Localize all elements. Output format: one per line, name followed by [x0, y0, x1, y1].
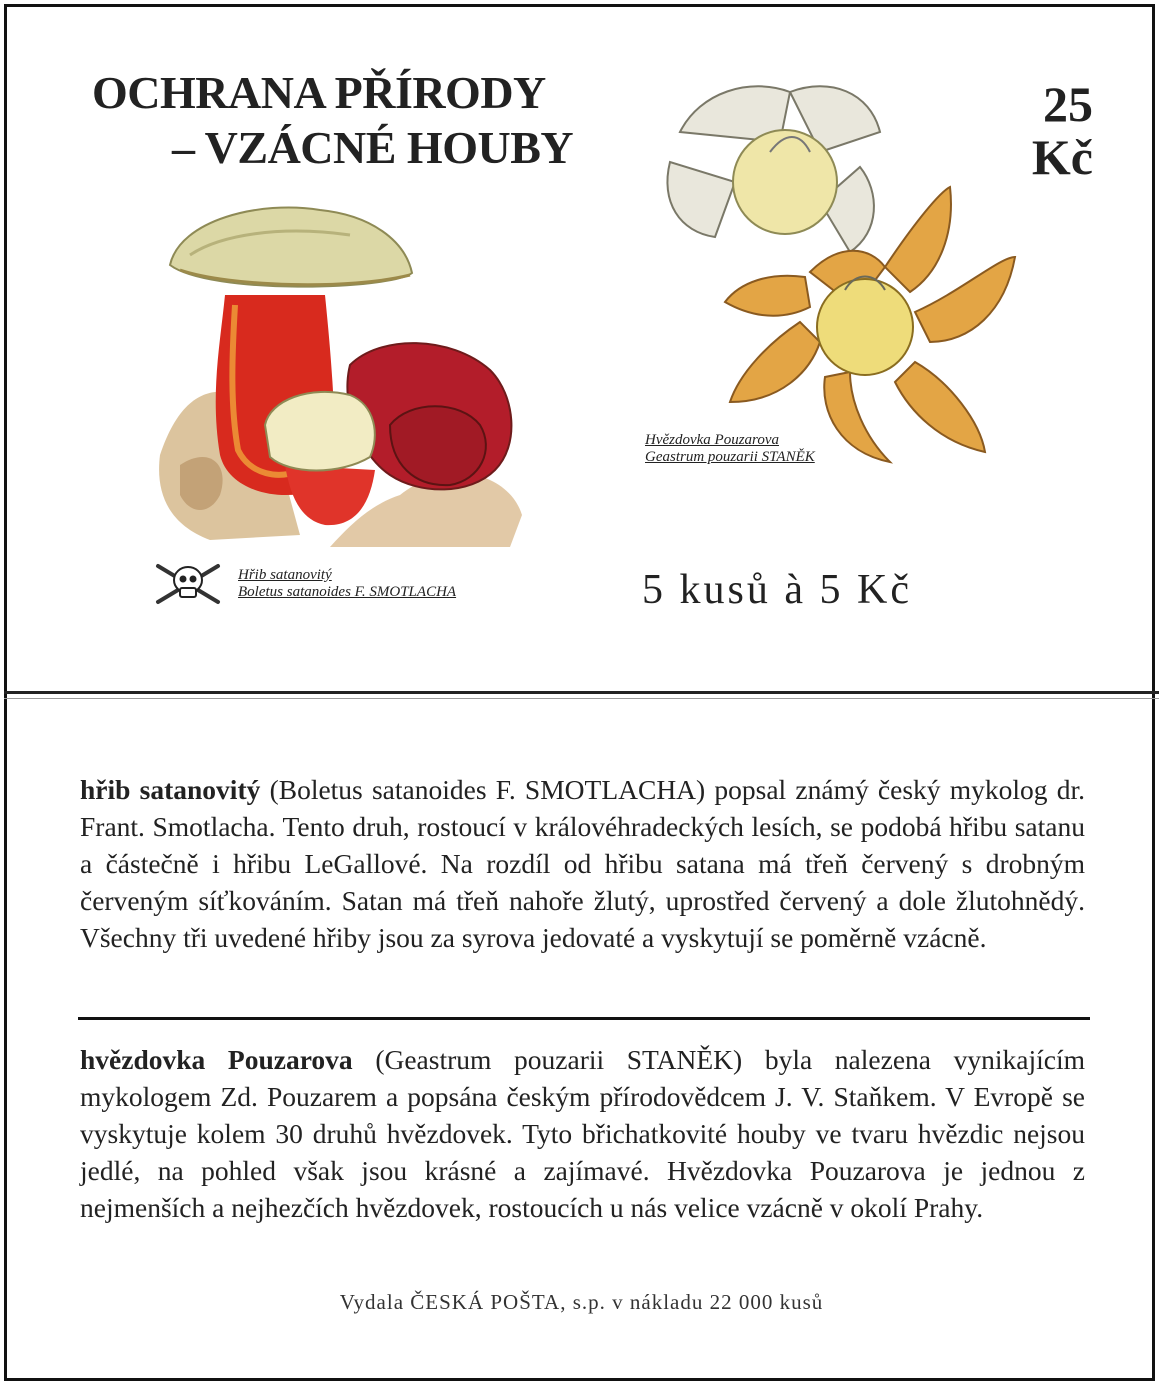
earthstar-mushroom-illustration — [640, 72, 1020, 472]
skull-crossbones-icon — [152, 560, 224, 613]
paragraph-boletus-lead: hřib satanovitý — [80, 774, 261, 805]
fold-line — [4, 691, 1159, 694]
paragraph-geastrum-text: (Geastrum pouzarii STANĚK) byla nalezena vynikajícím mykologem Zd. Pouzarem a popsána českým přírodovědcem J. V. Staňkem. V Evropě se vyskytuje kolem 30 druhů hvězdovek. Tyto břichatkovité houby ve tvaru hvězdic nejsou jedlé, na pohled však jsou krásné a zajímavé. Hvězdovka Pouzarova je jednou z nejmenších a nejhezčích hvězdovek, rostoucích u nás velice vzácně v okolí Prahy. — [80, 1044, 1085, 1223]
price-label — [1032, 78, 1093, 183]
boletus-caption-latin: Boletus satanoides F. SMOTLACHA — [238, 584, 457, 601]
price-currency: Kč — [1031, 128, 1093, 185]
earthstar-caption — [645, 432, 815, 467]
paragraph-boletus-text: (Boletus satanoides F. SMOTLACHA) popsal známý český mykolog dr. Frant. Smotlacha. Tento druh, rostoucí v královéhradeckých lesích, se podobá hřibu satanu a částečně i hřibu LeGallové. Na rozdíl od hřibu satana má třeň červený s drobným červeným síťkováním. Satan má třeň nahoře žlutý, uprostřed červený a dole žlutohnědý. Všechny tři uvedené hřiby jsou za syrova jedovaté a vyskytují se poměrně vzácně. — [80, 774, 1086, 953]
paragraph-geastrum-lead: hvězdovka Pouzarova — [80, 1044, 353, 1075]
boletus-caption-common: Hřib satanovitý — [238, 567, 332, 583]
earthstar-caption-common: Hvězdovka Pouzarova — [645, 432, 779, 448]
price-amount: 25 — [1043, 76, 1093, 132]
publisher-footer: Vydala ČESKÁ POŠTA, s.p. v nákladu 22 000 kusů — [339, 1290, 824, 1314]
pieces-price-text: 5 kusů à 5 Kč — [642, 567, 912, 613]
earthstar-caption-latin: Geastrum pouzarii STANĚK — [645, 449, 815, 466]
divider-rule — [78, 1017, 1090, 1020]
boletus-caption — [238, 567, 456, 602]
paragraph-geastrum — [80, 1041, 1085, 1226]
title-line-1: OCHRANA PŘÍRODY — [92, 67, 546, 118]
boletus-mushroom-illustration — [150, 195, 530, 555]
fold-line-shadow — [4, 698, 1159, 699]
title-line-2: – VZÁCNÉ HOUBY — [172, 122, 574, 173]
paragraph-boletus — [80, 771, 1085, 956]
